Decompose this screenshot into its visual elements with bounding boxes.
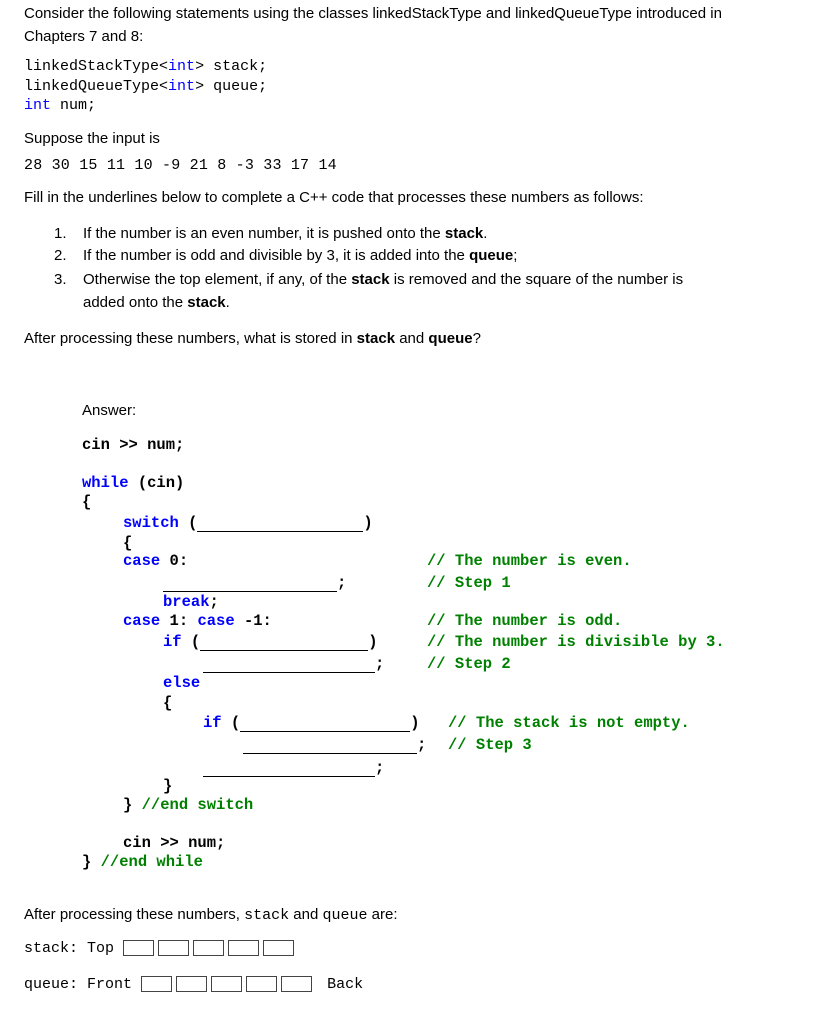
stack-box[interactable]	[123, 940, 154, 956]
decl-queue: linkedQueueType<int> queue;	[24, 78, 268, 95]
queue-box[interactable]	[141, 976, 172, 992]
stack-box[interactable]	[158, 940, 189, 956]
queue-box[interactable]	[211, 976, 242, 992]
comment-not-empty: // The stack is not empty.	[448, 714, 690, 732]
queue-box[interactable]	[176, 976, 207, 992]
code-break: break;	[163, 593, 219, 611]
code-step2-line: ;	[203, 655, 384, 673]
comment-step-1: // Step 1	[427, 574, 511, 592]
queue-row: queue: Front Back	[24, 976, 364, 993]
stack-box[interactable]	[228, 940, 259, 956]
code-while-brace: {	[82, 493, 92, 511]
if-2-blank[interactable]	[240, 717, 410, 732]
if-blank[interactable]	[200, 636, 368, 651]
decl-stack: linkedStackType<int> stack;	[24, 58, 268, 75]
comment-step-2: // Step 2	[427, 655, 511, 673]
queue-box[interactable]	[246, 976, 277, 992]
instruction-2: 2. If the number is odd and divisible by 3, it is added into the queue;	[54, 247, 518, 264]
input-label: Suppose the input is	[24, 130, 160, 147]
code-while: while (cin)	[82, 474, 185, 492]
switch-blank[interactable]	[197, 517, 363, 532]
question: After processing these numbers, what is stored in stack and queue?	[24, 330, 481, 347]
intro-line-2: Chapters 7 and 8:	[24, 28, 144, 45]
instruction-1: 1. If the number is an even number, it is pushed onto the stack.	[54, 225, 488, 242]
comment-div-3: // The number is divisible by 3.	[427, 633, 725, 651]
decl-num: int num;	[24, 97, 97, 114]
code-case-0: case 0:	[123, 552, 189, 570]
instruction-3-line-2: added onto the stack.	[83, 294, 230, 311]
code-end-switch: } //end switch	[123, 796, 254, 814]
queue-box[interactable]	[281, 976, 312, 992]
input-numbers: 28 30 15 11 10 -9 21 8 -3 33 17 14	[24, 157, 337, 174]
stack-box[interactable]	[263, 940, 294, 956]
comment-even: // The number is even.	[427, 552, 632, 570]
step2-blank[interactable]	[203, 658, 375, 673]
code-end-while: } //end while	[82, 853, 203, 871]
stack-box[interactable]	[193, 940, 224, 956]
code-cin-2: cin >> num;	[123, 834, 226, 852]
code-if-2: if ( )	[203, 714, 420, 732]
comment-odd: // The number is odd.	[427, 612, 623, 630]
code-else-close-brace: }	[163, 777, 173, 795]
code-if: if ( )	[163, 633, 378, 651]
code-step3-line: ;	[243, 736, 426, 754]
code-switch-brace: {	[123, 534, 133, 552]
instruction-3: 3. Otherwise the top element, if any, of the stack is removed and the square of the number is	[54, 271, 684, 288]
step3-blank[interactable]	[243, 739, 417, 754]
step1-blank[interactable]	[163, 577, 337, 592]
code-cin-1: cin >> num;	[82, 436, 185, 454]
stack-row: stack: Top	[24, 940, 298, 957]
instructions-lead: Fill in the underlines below to complete a C++ code that processes these numbers as follows:	[24, 189, 644, 206]
code-case-1: case 1: case -1:	[123, 612, 272, 630]
code-else: else	[163, 674, 201, 692]
code-extra-line: ;	[203, 759, 384, 777]
answer-label: Answer:	[82, 402, 137, 419]
code-switch: switch ( )	[123, 514, 373, 532]
comment-step-3: // Step 3	[448, 736, 532, 754]
extra-blank[interactable]	[203, 762, 375, 777]
intro-line-1: Consider the following statements using the classes linkedStackType and linkedQueueType introduced in	[24, 5, 722, 22]
code-else-brace: {	[163, 694, 173, 712]
code-step1-line: ;	[163, 574, 346, 592]
result-sentence: After processing these numbers, stack and queue are:	[24, 906, 398, 924]
